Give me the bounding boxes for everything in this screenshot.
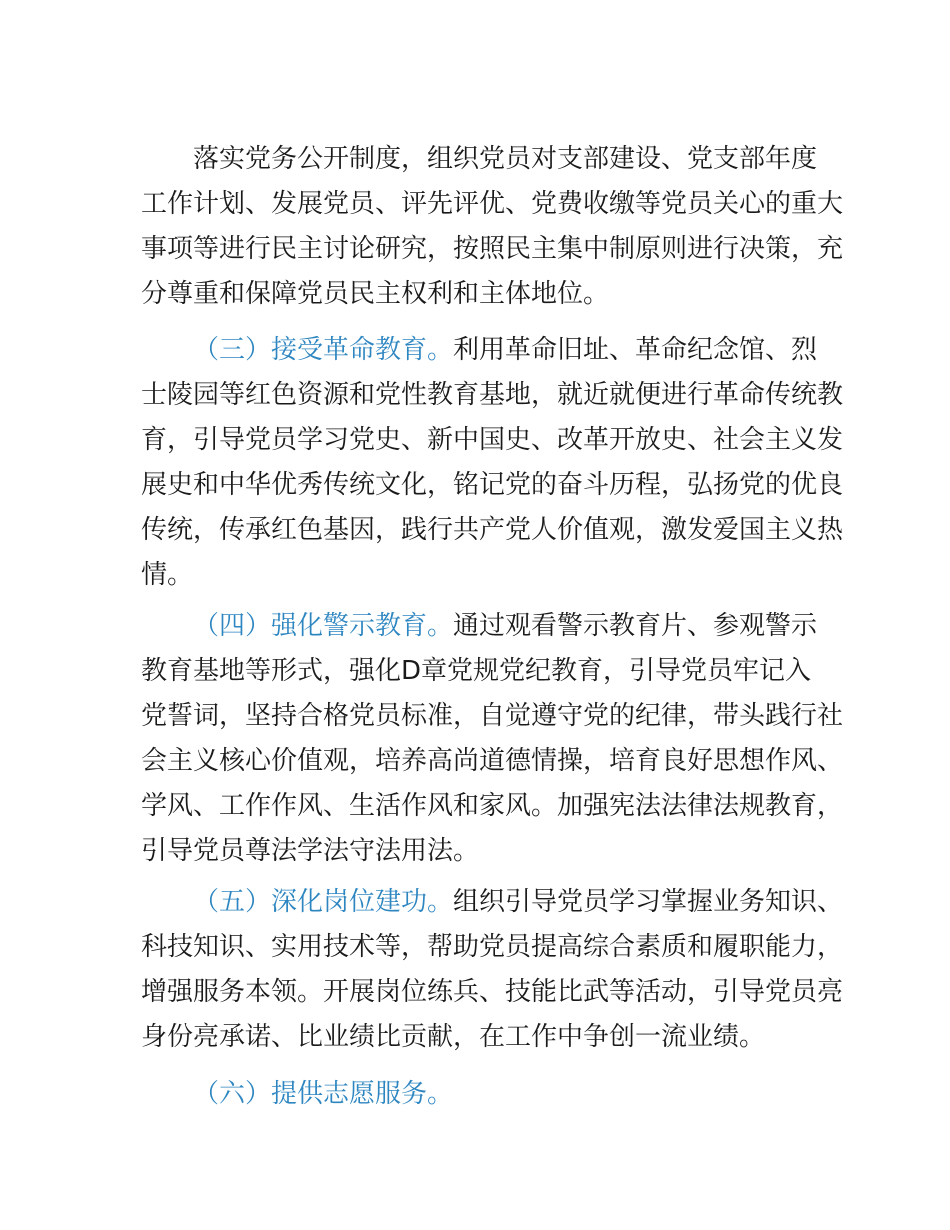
section-heading: （六）提供志愿服务。 [193, 1079, 454, 1109]
paragraph-line: 传统，传承红色基因，践行共产党人价值观，激发爱国主义热 [141, 515, 844, 545]
paragraph-line: 引导党员尊法学法守法用法。 [141, 836, 480, 866]
section-heading: （三）接受革命教育。 [193, 335, 454, 365]
paragraph-line: 会主义核心价值观，培养高尚道德情操，培育良好思想作风、 [141, 746, 844, 776]
paragraph-line: 党誓词，坚持合格党员标准，自觉遵守党的纪律，带头践行社 [141, 701, 844, 731]
section-heading: （五）深化岗位建功。 [193, 887, 454, 917]
paragraph-line: 事项等进行民主讨论研究，按照民主集中制原则进行决策，充 [141, 234, 844, 264]
paragraph-first-line [141, 1072, 817, 1117]
paragraph-first-line [141, 604, 817, 649]
paragraph-line: 身份亮承诺、比业绩比贡献，在工作中争创一流业绩。 [141, 1022, 766, 1052]
paragraph-volunteer-service [141, 1072, 817, 1117]
paragraph-first-line [141, 328, 817, 373]
paragraph-line: 落实党务公开制度，组织党员对支部建设、党支部年度 [193, 144, 818, 174]
paragraph-first-line [141, 880, 844, 925]
paragraph-line: 分尊重和保障党员民主权利和主体地位。 [141, 279, 610, 309]
section-heading: （四）强化警示教育。 [193, 611, 454, 641]
paragraph-party-affairs-openness [141, 137, 844, 317]
paragraph-line: 增强服务本领。开展岗位练兵、技能比武等活动，引导党员亮 [141, 977, 844, 1007]
paragraph-line: 工作计划、发展党员、评先评优、党费收缴等党员关心的重大 [141, 189, 844, 219]
paragraph-warning-education [141, 604, 844, 874]
paragraph-line: 展史和中华优秀传统文化，铭记党的奋斗历程，弘扬党的优良 [141, 470, 844, 500]
paragraph-line: 利用革命旧址、革命纪念馆、烈 [453, 335, 818, 365]
paragraph-line: 情。 [141, 560, 194, 590]
paragraph-line: 组织引导党员学习掌握业务知识、 [453, 887, 844, 917]
paragraph-line: 科技知识、实用技术等，帮助党员提高综合素质和履职能力， [141, 932, 844, 962]
paragraph-line: 学风、工作作风、生活作风和家风。加强宪法法律法规教育， [141, 791, 844, 821]
paragraph-line: 通过观看警示教育片、参观警示 [453, 611, 818, 641]
paragraph-line: 士陵园等红色资源和党性教育基地，就近就便进行革命传统教 [141, 380, 844, 410]
paragraph-revolutionary-education [141, 328, 844, 598]
paragraph-line: 育，引导党员学习党史、新中国史、改革开放史、社会主义发 [141, 425, 844, 455]
paragraph-post-contribution [141, 880, 844, 1060]
paragraph-line: 教育基地等形式，强化D章党规党纪教育，引导党员牢记入 [141, 656, 812, 686]
